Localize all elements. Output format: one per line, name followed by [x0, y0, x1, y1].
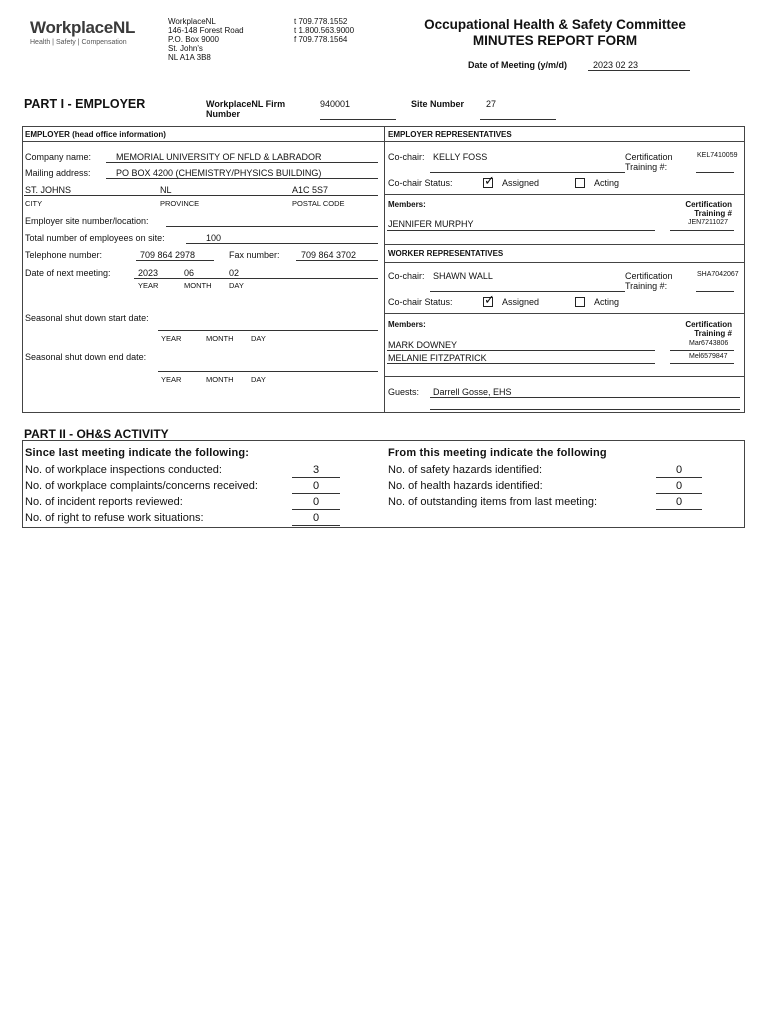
worker-member-name[interactable]: MELANIE FITZPATRICK: [388, 353, 487, 363]
worker-cert-header: Certification Training #: [685, 320, 732, 338]
telephone-label: Telephone number:: [25, 250, 103, 260]
fax-field[interactable]: 709 864 3702: [301, 250, 357, 260]
fax-label: Fax number:: [229, 250, 280, 260]
shutdown-start-label: Seasonal shut down start date:: [25, 313, 149, 323]
worker-header-rule: [384, 262, 745, 263]
month-label: MONTH: [184, 281, 212, 290]
next-meeting-line: [134, 278, 378, 279]
outstanding-items-line: [656, 509, 702, 510]
right-to-refuse-line: [292, 525, 340, 526]
employer-cochair-label: Co-chair:: [388, 152, 425, 162]
city-label: CITY: [25, 199, 43, 208]
postal-code-label: POSTAL CODE: [292, 199, 345, 208]
shutdown-start-year-label: YEAR: [161, 334, 182, 343]
form-title-line2: MINUTES REPORT FORM: [472, 33, 638, 48]
worker-cert-label: Certification Training #:: [625, 271, 673, 291]
address-line: WorkplaceNL: [168, 17, 216, 26]
worker-member-line: [387, 350, 655, 351]
worker-assigned-checkbox[interactable]: [483, 292, 495, 307]
safety-hazards-line: [656, 477, 702, 478]
worker-member-cert-line: [670, 363, 734, 364]
meeting-date-label: Date of Meeting (y/m/d): [468, 60, 568, 70]
worker-member-cert[interactable]: Mar6743806: [689, 340, 729, 347]
complaints-value[interactable]: 0: [312, 480, 320, 492]
guests-field[interactable]: Darrell Gosse, EHS: [433, 387, 512, 397]
employer-cochair-line: [430, 172, 625, 173]
employees-label: Total number of employees on site:: [25, 233, 165, 243]
worker-acting-checkbox[interactable]: [575, 297, 585, 307]
incident-reports-label: No. of incident reports reviewed:: [25, 496, 183, 508]
form-title-line1: Occupational Health & Safety Committee: [424, 17, 686, 32]
company-name-field[interactable]: MEMORIAL UNIVERSITY OF NFLD & LABRADOR: [116, 152, 322, 162]
day-label: DAY: [229, 281, 244, 290]
phone-line: f 709.778.1564: [294, 35, 348, 44]
outstanding-items-label: No. of outstanding items from last meeting:: [388, 496, 598, 508]
next-meeting-year[interactable]: 2023: [138, 268, 159, 278]
worker-member-cert[interactable]: Mel6579847: [689, 353, 728, 360]
worker-cochair-field[interactable]: SHAWN WALL: [433, 271, 493, 281]
phone-block: [294, 17, 354, 44]
employer-member-name[interactable]: JENNIFER MURPHY: [388, 219, 474, 229]
address-line: NL A1A 3B8: [168, 53, 211, 62]
shutdown-end-month-label: MONTH: [206, 375, 234, 384]
worker-section-rule: [384, 244, 745, 245]
worker-members-label: Members:: [388, 320, 426, 329]
shutdown-end-label: Seasonal shut down end date:: [25, 352, 147, 362]
employer-member-line: [387, 230, 655, 231]
shutdown-end-day-label: DAY: [251, 375, 266, 384]
firm-number-line: [320, 119, 396, 120]
employer-reps-title: EMPLOYER REPRESENTATIVES: [388, 130, 512, 139]
year-label: YEAR: [138, 281, 159, 290]
mailing-address-label: Mailing address:: [25, 168, 91, 178]
guests-rule: [384, 376, 745, 377]
address-block: [168, 17, 244, 62]
health-hazards-value[interactable]: 0: [675, 480, 683, 492]
employer-assigned-label: Assigned: [502, 178, 540, 188]
telephone-field[interactable]: 709 864 2978: [140, 250, 196, 260]
site-location-line: [166, 226, 378, 227]
part2-right-title: From this meeting indicate the following: [388, 447, 607, 459]
employer-member-cert[interactable]: JEN7211027: [688, 219, 728, 226]
address-line: P.O. Box 9000: [168, 35, 219, 44]
part1-divider: [384, 126, 385, 413]
worker-assigned-label: Assigned: [502, 297, 540, 307]
shutdown-end-year-label: YEAR: [161, 375, 182, 384]
worker-member-cert-line: [670, 350, 734, 351]
employer-cert-field[interactable]: KEL7410059: [697, 152, 738, 159]
outstanding-items-value[interactable]: 0: [675, 496, 683, 508]
employer-status-label: Co-chair Status:: [388, 178, 453, 188]
logo-text: WorkplaceNL: [30, 18, 136, 37]
site-number-label: Site Number: [411, 99, 465, 109]
right-to-refuse-label: No. of right to refuse work situations:: [25, 512, 204, 524]
firm-number-value[interactable]: 940001: [320, 99, 351, 109]
safety-hazards-value[interactable]: 0: [675, 464, 683, 476]
firm-number-label: WorkplaceNL Firm Number: [206, 99, 286, 119]
province-label: PROVINCE: [160, 199, 200, 208]
employer-assigned-checkbox[interactable]: [483, 173, 495, 188]
employer-cochair-field[interactable]: KELLY FOSS: [433, 152, 488, 162]
site-number-line: [480, 119, 556, 120]
health-hazards-label: No. of health hazards identified:: [388, 480, 543, 492]
complaints-line: [292, 493, 340, 494]
employer-section-title: EMPLOYER (head office information): [25, 130, 166, 139]
shutdown-start-day-label: DAY: [251, 334, 266, 343]
guests-label: Guests:: [388, 387, 420, 397]
employer-acting-label: Acting: [594, 178, 620, 188]
company-name-line: [106, 162, 378, 163]
logo: [30, 18, 135, 46]
worker-acting-label: Acting: [594, 297, 620, 307]
worker-cert-field[interactable]: SHA7042067: [697, 271, 739, 278]
complaints-label: No. of workplace complaints/concerns received:: [25, 480, 258, 492]
employer-cert-label: Certification Training #:: [625, 152, 673, 172]
worker-member-line: [387, 363, 655, 364]
employer-cert-line: [696, 172, 734, 173]
guests-line-1: [430, 397, 740, 398]
guests-line-2: [430, 409, 740, 410]
incident-reports-value[interactable]: 0: [312, 496, 320, 508]
meeting-date-value[interactable]: 2023 02 23: [593, 60, 639, 70]
phone-line: t 709.778.1552: [294, 17, 348, 26]
employer-member-cert-line: [670, 230, 734, 231]
employer-members-label: Members:: [388, 200, 426, 209]
safety-hazards-label: No. of safety hazards identified:: [388, 464, 543, 476]
worker-status-rule: [384, 313, 745, 314]
part2-heading: PART II - OH&S ACTIVITY: [24, 427, 169, 441]
health-hazards-line: [656, 493, 702, 494]
next-meeting-label: Date of next meeting:: [25, 268, 111, 278]
part1-heading: PART I - EMPLOYER: [24, 97, 146, 111]
form-title: [395, 17, 715, 49]
postal-code-field[interactable]: A1C 5S7: [292, 185, 329, 195]
phone-line: t 1.800.563.9000: [294, 26, 355, 35]
mailing-address-line: [106, 178, 378, 179]
shutdown-start-month-label: MONTH: [206, 334, 234, 343]
address-line: 146-148 Forest Road: [168, 26, 244, 35]
site-number-value[interactable]: 27: [486, 99, 497, 109]
worker-status-label: Co-chair Status:: [388, 297, 453, 307]
city-line: [24, 195, 378, 196]
mailing-address-field[interactable]: PO BOX 4200 (CHEMISTRY/PHYSICS BUILDING): [116, 168, 322, 178]
part2-left-title: Since last meeting indicate the following:: [25, 447, 250, 459]
worker-cert-line: [696, 291, 734, 292]
province-field[interactable]: NL: [160, 185, 172, 195]
employees-field[interactable]: 100: [206, 233, 222, 243]
city-field[interactable]: ST. JOHNS: [25, 185, 72, 195]
worker-cochair-label: Co-chair:: [388, 271, 425, 281]
worker-member-name[interactable]: MARK DOWNEY: [388, 340, 458, 350]
right-to-refuse-value[interactable]: 0: [312, 512, 320, 524]
incident-reports-line: [292, 509, 340, 510]
shutdown-end-line: [158, 371, 378, 372]
inspections-value[interactable]: 3: [312, 464, 320, 476]
part1-header-rule: [22, 141, 745, 142]
next-meeting-day[interactable]: 02: [229, 268, 240, 278]
employer-cert-header: Certification Training #: [685, 200, 732, 218]
address-line: St. John's: [168, 44, 203, 53]
next-meeting-month[interactable]: 06: [184, 268, 195, 278]
fax-line: [296, 260, 378, 261]
telephone-line: [136, 260, 214, 261]
check-mark-icon: ✓: [484, 292, 495, 307]
employer-acting-checkbox[interactable]: [575, 178, 585, 188]
shutdown-start-line: [158, 330, 378, 331]
check-mark-icon: ✓: [484, 173, 495, 188]
inspections-label: No. of workplace inspections conducted:: [25, 464, 222, 476]
logo-tagline: Health | Safety | Compensation: [30, 39, 127, 46]
site-location-label: Employer site number/location:: [25, 216, 149, 226]
employees-line: [186, 243, 378, 244]
meeting-date-line: [588, 70, 690, 71]
company-name-label: Company name:: [25, 152, 92, 162]
inspections-line: [292, 477, 340, 478]
worker-reps-title: WORKER REPRESENTATIVES: [388, 249, 504, 258]
employer-status-rule: [384, 194, 745, 195]
worker-cochair-line: [430, 291, 625, 292]
